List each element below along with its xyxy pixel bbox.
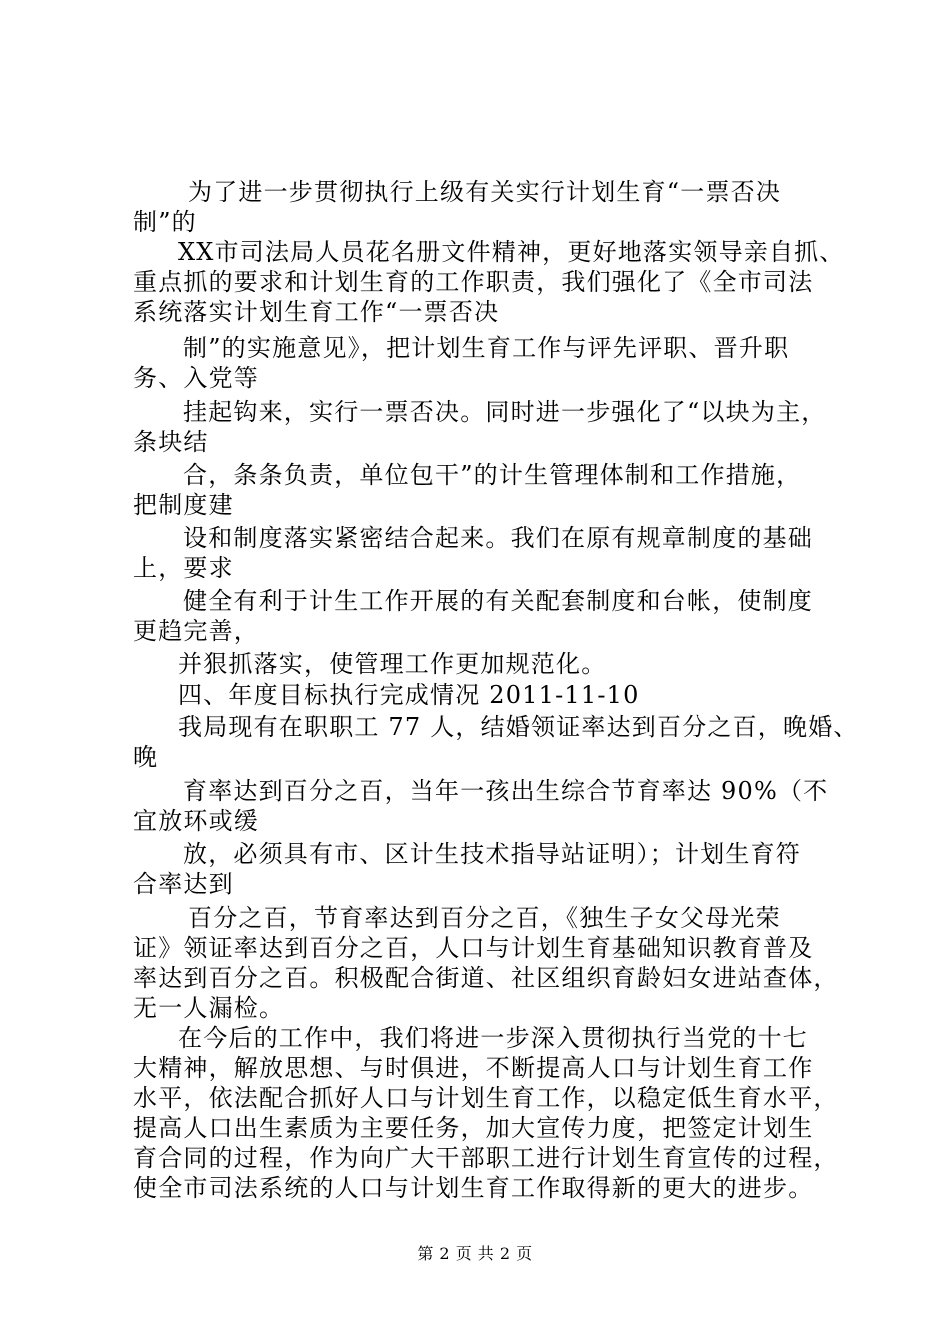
text-line: 水平，依法配合抓好人口与计划生育工作，以稳定低生育水平，	[133, 1084, 839, 1112]
text-line: 制”的实施意见》，把计划生育工作与评先评职、晋升职	[183, 334, 790, 362]
text-line: 四、年度目标执行完成情况 2011-11-10	[178, 681, 640, 709]
text-line: 我局现有在职职工 77 人，结婚领证率达到百分之百，晚婚、	[178, 713, 859, 741]
text-line: 系统落实计划生育工作“一票否决	[133, 298, 500, 326]
text-line: 宜放环或缓	[133, 807, 259, 835]
text-line: XX市司法局人员花名册文件精神，更好地落实领导亲自抓、	[178, 238, 845, 266]
text-line: 把制度建	[133, 491, 234, 519]
text-line: 证》领证率达到百分之百，人口与计划生育基础知识教育普及	[133, 934, 814, 962]
text-line: 百分之百，节育率达到百分之百，《独生子女父母光荣	[188, 904, 781, 932]
text-line: 挂起钩来，实行一票否决。同时进一步强化了“以块为主，	[183, 398, 827, 426]
text-line: 合率达到	[133, 870, 234, 898]
text-line: 上，要求	[133, 554, 234, 582]
text-line: 育合同的过程，作为向广大干部职工进行计划生育宣传的过程，	[133, 1144, 839, 1172]
text-line: 大精神，解放思想、与时俱进，不断提高人口与计划生育工作	[133, 1054, 814, 1082]
text-line: 率达到百分之百。积极配合街道、社区组织育龄妇女进站查体，	[133, 964, 839, 992]
text-line: 使全市司法系统的人口与计划生育工作取得新的更大的进步。	[133, 1174, 814, 1202]
text-line: 合，条条负责，单位包干”的计生管理体制和工作措施，	[183, 461, 802, 489]
text-line: 晚	[133, 743, 159, 771]
text-line: 务、入党等	[133, 364, 259, 392]
text-line: 重点抓的要求和计划生育的工作职责，我们强化了《全市司法	[133, 268, 814, 296]
page-number: 第 2 页 共 2 页	[417, 1244, 533, 1263]
text-line: 为了进一步贯彻执行上级有关实行计划生育“一票否决	[188, 178, 782, 206]
text-line: 在今后的工作中，我们将进一步深入贯彻执行当党的十七	[178, 1024, 808, 1052]
text-line: 无一人漏检。	[133, 994, 285, 1022]
text-line: 并狠抓落实，使管理工作更加规范化。	[178, 650, 607, 678]
text-line: 制”的	[133, 208, 197, 236]
text-line: 更趋完善，	[133, 617, 259, 645]
text-line: 育率达到百分之百，当年一孩出生综合节育率达 90%（不	[183, 777, 829, 805]
text-line: 提高人口出生素质为主要任务，加大宣传力度，把签定计划生	[133, 1114, 814, 1142]
text-line: 健全有利于计生工作开展的有关配套制度和台帐，使制度	[183, 587, 813, 615]
text-line: 条块结	[133, 428, 209, 456]
text-line: 设和制度落实紧密结合起来。我们在原有规章制度的基础	[183, 524, 813, 552]
text-line: 放，必须具有市、区计生技术指导站证明）；计划生育符	[183, 840, 801, 868]
